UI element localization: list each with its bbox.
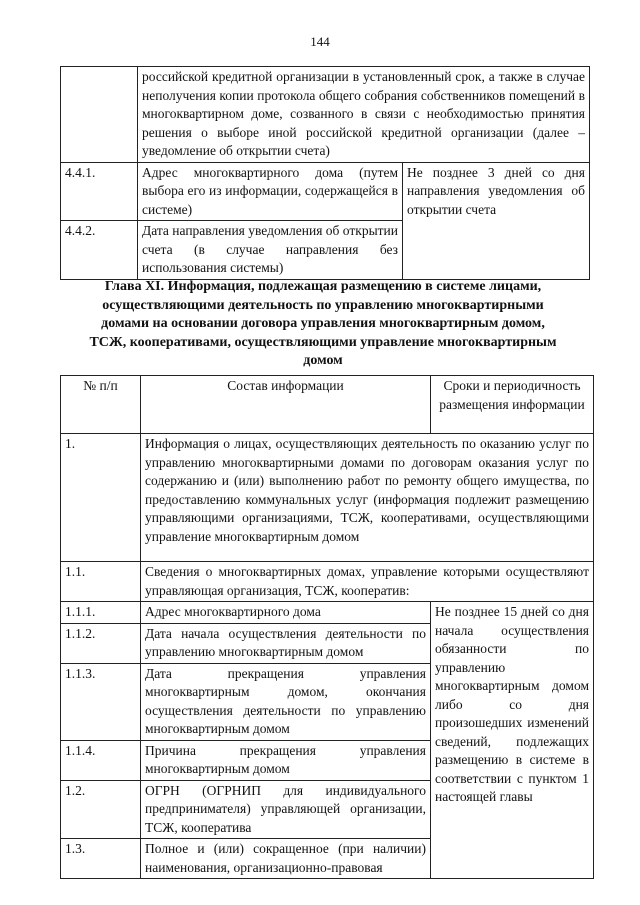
row-number: 4.4.2.: [61, 221, 138, 280]
info-cell: Адрес многоквартирного дома (путем выбора его из информации, содержащейся в системе): [138, 162, 403, 221]
info-cell: Адрес многоквартирного дома: [141, 602, 431, 624]
table-row: [61, 67, 590, 163]
row-number: 1.2.: [61, 780, 141, 839]
table-row: [61, 434, 594, 562]
header-info: Состав информации: [141, 376, 431, 434]
header-num: № п/п: [61, 376, 141, 434]
row-number: 4.4.1.: [61, 162, 138, 221]
info-cell: Информация о лицах, осуществляющих деятельность по оказанию услуг по управлению многоквартирными домами по договорам оказания услуг по содержанию и (или) выполнению работ по ремонту общего имущества, по предоставлению коммунальных услуг (информация подлежит размещению управляющими организациями, ТСЖ, кооперативами, осуществляющими управление многоквартирным домом: [141, 434, 594, 562]
info-cell: ОГРН (ОГРНИП для индивидуального предпринимателя) управляющей организации, ТСЖ, кооператива: [141, 780, 431, 839]
info-cell: Дата прекращения управления многоквартирным домом, окончания осуществления деятельности по управлению многоквартирным домом: [141, 663, 431, 740]
row-number: 1.1.2.: [61, 623, 141, 663]
table-row: [61, 602, 594, 624]
table-chapter-xi: [60, 375, 594, 879]
info-cell: Дата начала осуществления деятельности по управлению многоквартирным домом: [141, 623, 431, 663]
row-number: [61, 67, 138, 163]
table-header: [61, 376, 594, 434]
row-number: 1.3.: [61, 839, 141, 879]
info-cell: Причина прекращения управления многоквартирным домом: [141, 740, 431, 780]
table-row: [61, 562, 594, 602]
term-cell: Не позднее 3 дней со дня направления уведомления об открытии счета: [403, 162, 590, 279]
term-cell: Не позднее 15 дней со дня начала осуществления обязанности по управлению многоквартирным домом либо со дня произошедших изменений сведений, подлежащих размещению в системе в соответствии с пунктом 1 настоящей главы: [431, 602, 594, 879]
row-number: 1.: [61, 434, 141, 562]
chapter-heading: Глава XI. Информация, подлежащая размещению в системе лицами, осуществляющими деятельность по управлению многоквартирными домами на основании договора управления многоквартирным домом, ТСЖ, кооперативами, осуществляющими управление многоквартирным домом: [89, 279, 557, 368]
row-number: 1.1.3.: [61, 663, 141, 740]
table-top: [60, 66, 590, 280]
row-number: 1.1.: [61, 562, 141, 602]
info-cell: российской кредитной организации в установленный срок, а также в случае неполучения копии протокола общего собрания собственников помещений в многоквартирном доме, созванного в связи с необходимостью принятия решения о выборе иной российской кредитной организации (далее – уведомление об открытии счета): [138, 67, 590, 163]
page-number: 144: [310, 34, 330, 49]
info-cell: Дата направления уведомления об открытии счета (в случае направления без использования системы): [138, 221, 403, 280]
info-cell: Полное и (или) сокращенное (при наличии) наименования, организационно-правовая: [141, 839, 431, 879]
header-term: Сроки и периодичность размещения информации: [431, 376, 594, 434]
row-number: 1.1.1.: [61, 602, 141, 624]
row-number: 1.1.4.: [61, 740, 141, 780]
info-cell: Сведения о многоквартирных домах, управление которыми осуществляют управляющая организация, ТСЖ, кооператив:: [141, 562, 594, 602]
table-row: [61, 162, 590, 221]
